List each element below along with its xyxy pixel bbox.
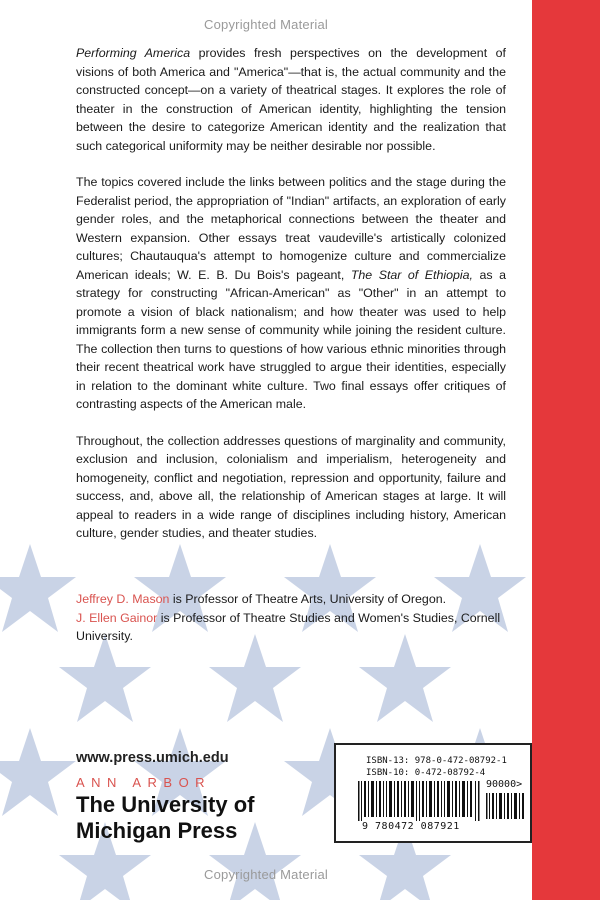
barcode-box <box>334 743 532 843</box>
star-icon <box>59 634 151 722</box>
publisher-block <box>76 750 336 844</box>
author-bio: Jeffrey D. Mason is Professor of Theatre Arts, University of Oregon. <box>76 592 447 606</box>
publisher-name-line-1: The University of <box>76 792 255 817</box>
author-name: Jeffrey D. Mason <box>76 592 170 606</box>
publisher-name-line-2: Michigan Press <box>76 818 238 843</box>
author-bio: J. Ellen Gainor is Professor of Theatre Studies and Women's Studies, Cornell University. <box>76 610 501 643</box>
pageant-title: The Star of Ethiopia, <box>350 267 473 282</box>
description-paragraph-2: The topics covered include the links between politics and the stage during the Federalist period, the appropriation of "Indian" artifacts, an exploration of early gender roles, and the metaphorical connections between the theater and Western expansion. Other essays treat vaudeville's artistically colonized cultures; Chautauqua's attempt to homogenize culture and commercialize American ideals; W. E. B. Du Bois's pageant, The Star of Ethiopia, as a strategy for constructing "African-American" as "Other" in an attempt to promote a vision of black nationalism; and how theater was used to help immigrants form a new sense of community while joining the resident culture. The collection then turns to questions of how various ethnic minorities through their recent theatrical work have struggled to argue their identities, especially in relation to the dominant white culture. Two final essays offer critiques of contrasting aspects of the American male. <box>76 175 506 411</box>
publisher-city: ANN ARBOR <box>76 775 212 790</box>
description-paragraph-1: Performing America provides fresh perspectives on the development of visions of both America and "America"—that is, the actual community and the constructed concept—on a variety of theatrical stages. It explores the role of theater in the construction of American identity, highlighting the tension between the desire to categorize American identity and the realization that such categorical uniformity may be neither desirable nor possible. <box>76 46 506 153</box>
barcode-icon <box>358 781 483 821</box>
copyright-watermark-bottom: Copyrighted Material <box>204 867 328 882</box>
isbn-10: ISBN-10: 0-472-08792-4 <box>366 768 486 778</box>
star-icon <box>0 728 76 816</box>
red-stripe <box>532 0 600 900</box>
description-paragraph-3: Throughout, the collection addresses questions of marginality and community, exclusion and inclusion, colonialism and imperialism, heterogeneity and homogeneity, conflict and negotiation, repression and opportunity, failure and success, and, above all, the relationship of American stages at large. It will appeal to readers in a wide range of disciplines including history, American culture, gender studies, and theater studies. <box>76 433 506 540</box>
publisher-url[interactable]: www.press.umich.edu <box>76 750 229 766</box>
book-description <box>76 44 506 561</box>
star-icon <box>0 544 76 632</box>
author-name: J. Ellen Gainor <box>76 610 158 625</box>
author-bios <box>76 590 516 646</box>
barcode-digits: 9 780472 087921 <box>362 821 460 832</box>
star-icon <box>209 634 301 722</box>
star-icon <box>359 634 451 722</box>
price-code: 90000> <box>486 779 523 790</box>
price-barcode-icon <box>486 793 526 819</box>
book-title: Performing America <box>76 46 191 60</box>
isbn-13: ISBN-13: 978-0-472-08792-1 <box>366 756 507 766</box>
copyright-watermark-top: Copyrighted Material <box>204 17 328 32</box>
